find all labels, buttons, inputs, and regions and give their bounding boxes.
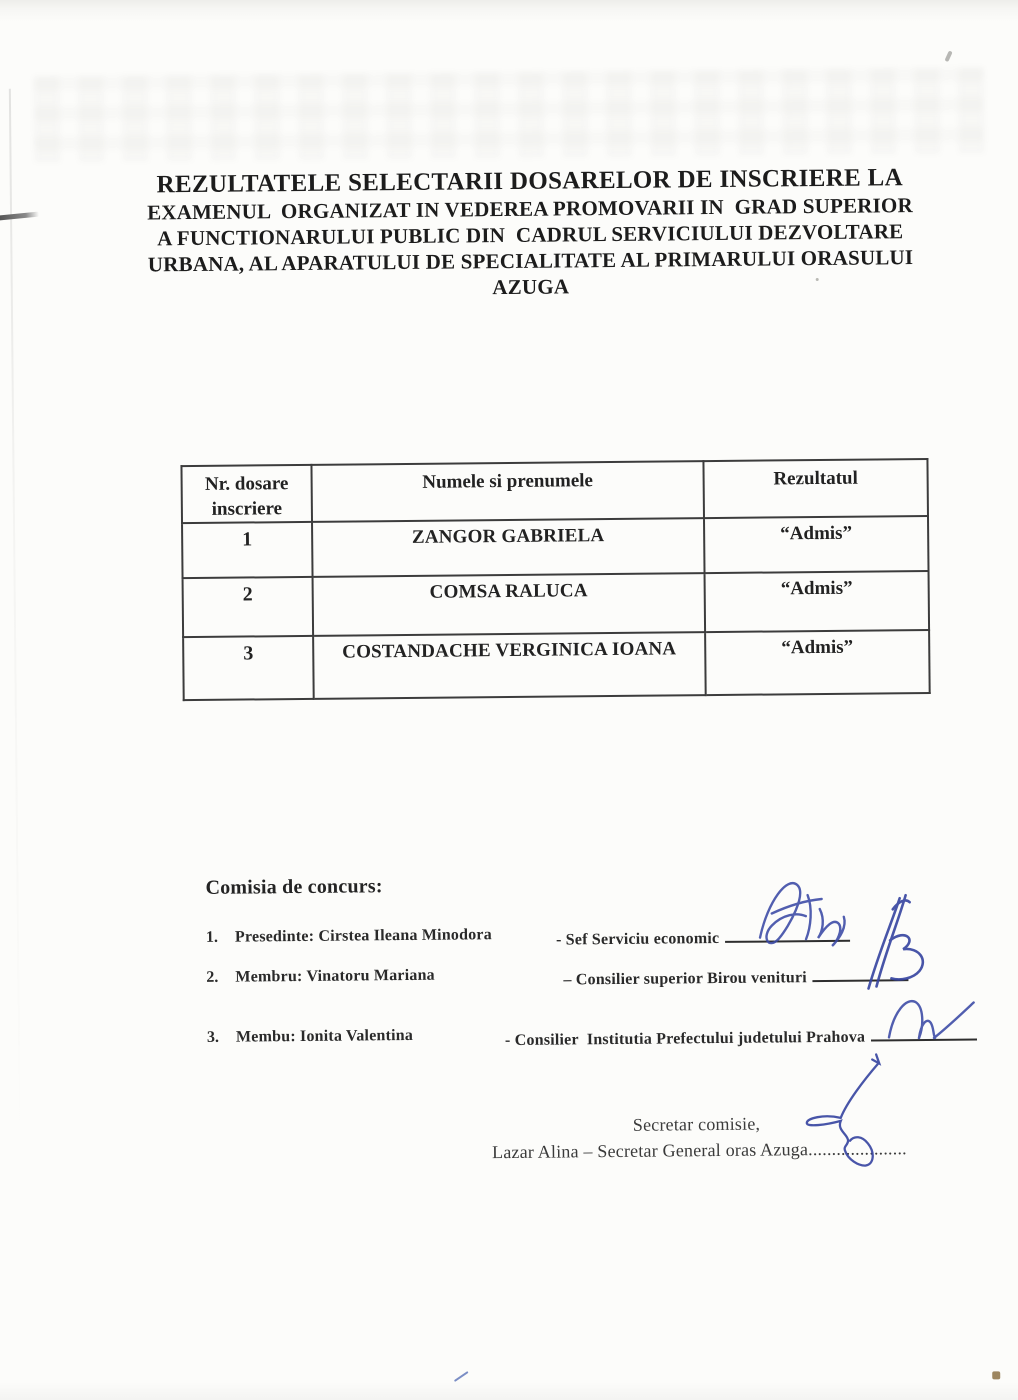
secretary-title: Secretar comisie, [632,1113,761,1135]
table-row [182,516,928,578]
commission-heading: Comisia de concurs: [205,875,383,899]
document-title-line: EXAMENUL ORGANIZAT IN VEDEREA PROMOVARII IN GRAD SUPERIOR [147,193,913,225]
secretary-name-line: Lazar Alina – Secretar General oras Azuga..................... [491,1138,907,1163]
commission-member-row [2,921,1018,957]
candidate-name: COMSA RALUCA [313,573,706,636]
member-number: 1. [205,928,219,946]
member-name: Membru: Vinatoru Mariana [235,966,435,986]
member-role-label: - Sef Serviciu economic [555,929,720,949]
candidate-name: COSTANDACHE VERGINICA IOANA [313,632,706,699]
row-number: 2 [183,577,314,637]
document-title-line: A FUNCTIONARULUI PUBLIC DIN CADRUL SERVICIULUI DEZVOLTARE [157,219,904,251]
paper-edge-shadow [9,89,21,1169]
member-number: 2. [206,968,219,986]
member-role [556,923,850,950]
member-role-label: - Consilier Institutia Prefectului judetului Prahova [504,1028,866,1050]
scan-speck [944,50,952,62]
bleed-through-artifact [34,67,985,162]
member-role [505,1022,977,1051]
table-row [183,571,930,637]
document-title-line: URBANA, AL APARATULUI DE SPECIALITATE AL PRIMARULUI ORASULUI [147,245,914,277]
member-number: 3. [206,1028,220,1046]
scan-speck [992,1371,1000,1379]
table-header-nr-dosare: Nr. dosare inscriere [181,465,312,523]
member-role-label: – Consilier superior Birou venituri [563,969,807,989]
table-row [183,630,930,700]
signature-line [871,1022,977,1042]
table-header-rezultat: Rezultatul [703,459,928,518]
signature-line [813,962,909,982]
commission-member-row [3,1021,1018,1057]
signature-line [725,923,850,943]
table-header-nume: Numele si prenumele [311,461,704,522]
document-title [115,164,946,304]
table-header-row [181,459,928,523]
member-role [563,962,909,989]
ink-speck [455,1372,467,1380]
result-value: “Admis” [705,571,930,632]
member-name: Membu: Ionita Valentina [235,1026,414,1046]
document-title-line: REZULTATELE SELECTARII DOSARELOR DE INSCRIERE LA [156,164,904,199]
result-value: “Admis” [705,630,930,695]
row-number: 1 [182,522,313,578]
candidate-name: ZANGOR GABRIELA [312,518,705,577]
row-number: 3 [183,636,314,700]
result-value: “Admis” [704,516,929,573]
document-title-line: AZUGA [492,274,570,300]
results-table [180,458,930,701]
member-name: Presedinte: Cirstea Ileana Minodora [234,926,492,946]
staple-mark-artifact [0,212,39,221]
commission-member-row [2,961,1018,997]
